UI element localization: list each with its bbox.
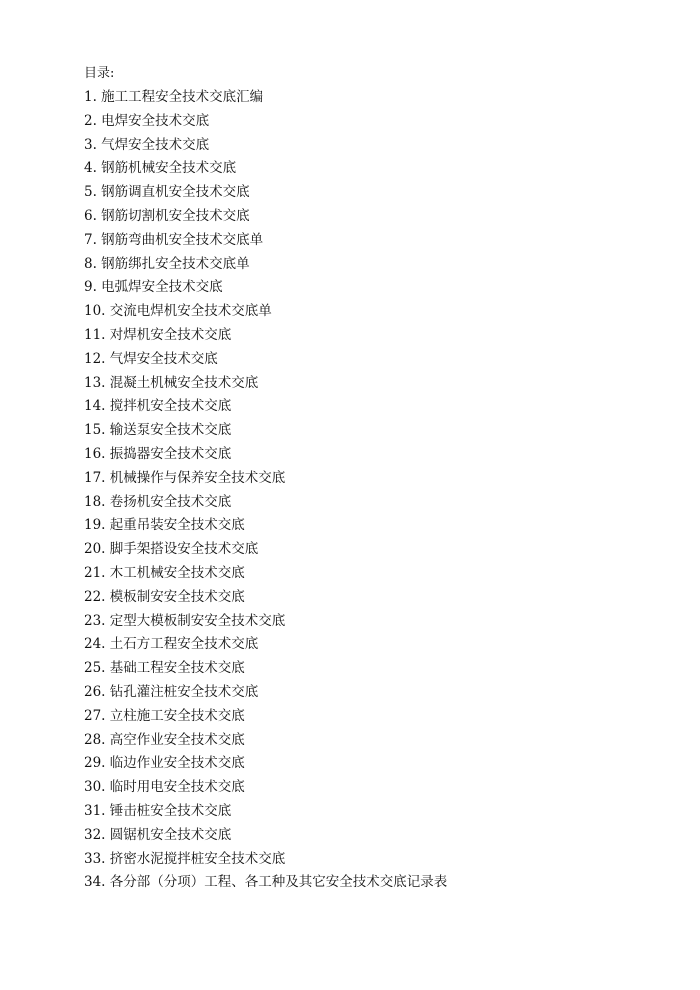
toc-item: 10. 交流电焊机安全技术交底单: [84, 303, 272, 320]
toc-item: 20. 脚手架搭设安全技术交底: [84, 541, 259, 558]
toc-item: 6. 钢筋切割机安全技术交底: [84, 207, 250, 224]
toc-item: 1. 施工工程安全技术交底汇编: [84, 89, 264, 105]
toc-item: 8. 钢筋绑扎安全技术交底单: [84, 255, 250, 272]
toc-item: 13. 混凝土机械安全技术交底: [84, 374, 259, 391]
toc-item: 12. 气焊安全技术交底: [84, 350, 218, 367]
toc-item: 27. 立柱施工安全技术交底: [84, 707, 245, 724]
toc-list: [84, 86, 664, 895]
toc-item: 32. 圆锯机安全技术交底: [84, 826, 232, 843]
toc-item: 33. 挤密水泥搅拌桩安全技术交底: [84, 850, 286, 867]
toc-item: 22. 模板制安安全技术交底: [84, 588, 245, 605]
toc-item: 26. 钻孔灌注桩安全技术交底: [84, 683, 259, 700]
toc-item: 25. 基础工程安全技术交底: [84, 660, 245, 677]
toc-item: 28. 高空作业安全技术交底: [84, 731, 245, 748]
toc-item: 7. 钢筋弯曲机安全技术交底单: [84, 231, 264, 248]
toc-item: 34. 各分部（分项）工程、各工种及其它安全技术交底记录表: [84, 874, 448, 891]
toc-item: 2. 电焊安全技术交底: [84, 112, 210, 129]
toc-item: 24. 土石方工程安全技术交底: [84, 636, 259, 653]
toc-item: 21. 木工机械安全技术交底: [84, 564, 245, 581]
toc-item: 31. 锤击桩安全技术交底: [84, 802, 232, 819]
toc-heading: 目录:: [84, 66, 115, 81]
table-of-contents: [84, 64, 664, 895]
toc-item: 5. 钢筋调直机安全技术交底: [84, 184, 250, 201]
toc-item: 30. 临时用电安全技术交底: [84, 779, 245, 796]
toc-item: 19. 起重吊装安全技术交底: [84, 517, 245, 534]
toc-item: 18. 卷扬机安全技术交底: [84, 493, 232, 510]
toc-item: 4. 钢筋机械安全技术交底: [84, 160, 237, 177]
toc-item: 9. 电弧焊安全技术交底: [84, 279, 223, 296]
toc-item: 3. 气焊安全技术交底: [84, 136, 210, 153]
toc-item: 23. 定型大模板制安安全技术交底: [84, 612, 286, 629]
toc-item: 15. 输送泵安全技术交底: [84, 422, 232, 439]
toc-item: 14. 搅拌机安全技术交底: [84, 398, 232, 415]
toc-item: 16. 振捣器安全技术交底: [84, 445, 232, 462]
toc-item: 17. 机械操作与保养安全技术交底: [84, 469, 286, 486]
toc-item: 11. 对焊机安全技术交底: [84, 326, 232, 343]
toc-item: 29. 临边作业安全技术交底: [84, 755, 245, 772]
